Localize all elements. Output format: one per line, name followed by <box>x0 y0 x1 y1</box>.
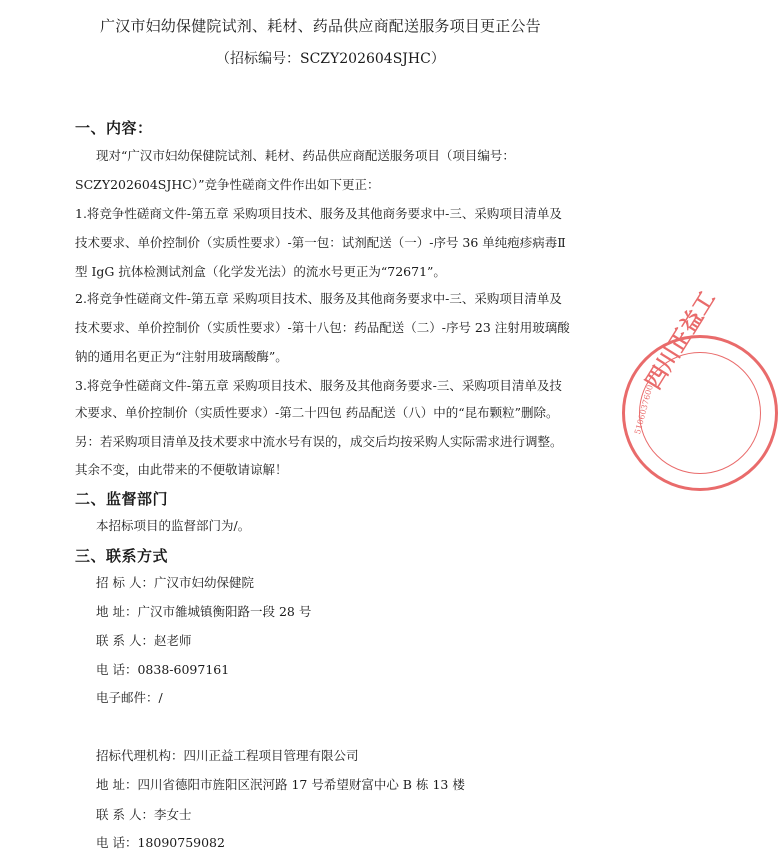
buyer-address-row <box>96 597 311 626</box>
agency-address-value: 四川省德阳市旌阳区泯河路 17 号希望财富中心 B 栋 13 楼 <box>137 777 465 792</box>
buyer-label: 招 标 人： <box>96 575 154 590</box>
seal-text: 四川正益工 <box>640 286 721 394</box>
item1-line2: 技术要求、单价控制价（实质性要求）-第一包：试剂配送（一）-序号 36 单纯疱疹病毒Ⅱ <box>75 235 566 250</box>
supervision-text: 本招标项目的监督部门为/。 <box>96 518 251 533</box>
item2-line1: 2.将竞争性磋商文件-第五章 采购项目技术、服务及其他商务要求中-三、采购项目清单及 <box>75 291 562 306</box>
agency-label: 招标代理机构： <box>96 748 184 763</box>
page-subtitle: （招标编号：SCZY202604SJHC） <box>216 51 445 67</box>
buyer-value: 广汉市妇幼保健院 <box>153 575 254 590</box>
section-contact-heading: 三、联系方式 <box>75 547 169 565</box>
item3-line2: 术要求、单价控制价（实质性要求）-第二十四包 药品配送（八）中的“昆布颗粒”删除。 <box>75 405 559 420</box>
buyer-address-value: 广汉市雒城镇衡阳路一段 28 号 <box>137 604 312 619</box>
email-label: 电子邮件： <box>96 690 159 705</box>
page-title: 广汉市妇幼保健院试剂、耗材、药品供应商配送服务项目更正公告 <box>100 17 541 35</box>
closing-line: 其余不变，由此带来的不便敬请谅解！ <box>75 462 288 477</box>
agency-phone-label: 电 话： <box>96 835 138 850</box>
item1-line3: 型 IgG 抗体检测试剂盒（化学发光法）的流水号更正为“72671”。 <box>75 264 446 279</box>
note-line: 另：若采购项目清单及技术要求中流水号有误的，成交后均按采购人实际需求进行调整。 <box>75 434 563 449</box>
email-value: / <box>158 690 163 705</box>
item3-line1: 3.将竞争性磋商文件-第五章 采购项目技术、服务及其他商务要求-三、采购项目清单及技 <box>75 378 562 393</box>
item1-line1: 1.将竞争性磋商文件-第五章 采购项目技术、服务及其他商务要求中-三、采购项目清单及 <box>75 206 562 221</box>
agency-contact-value: 李女士 <box>153 807 192 822</box>
agency-phone-value: 18090759082 <box>137 835 225 850</box>
email-row <box>96 683 163 712</box>
agency-contact-label: 联 系 人： <box>96 807 154 822</box>
agency-phone-row <box>96 828 225 857</box>
item2-line2: 技术要求、单价控制价（实质性要求）-第十八包：药品配送（二）-序号 23 注射用玻璃酸 <box>75 320 570 335</box>
section-supervision-heading: 二、监督部门 <box>75 490 169 508</box>
agency-address-row <box>96 770 465 799</box>
buyer-phone-value: 0838-6097161 <box>137 662 230 677</box>
intro-line-2: SCZY202604SJHC）”竞争性磋商文件作出如下更正： <box>75 177 380 192</box>
agency-value: 四川正益工程项目管理有限公司 <box>183 748 359 763</box>
seal-number: 5106037600 <box>633 383 655 436</box>
intro-line-1: 现对“广汉市妇幼保健院试剂、耗材、药品供应商配送服务项目（项目编号： <box>96 148 515 163</box>
agency-row <box>96 741 359 770</box>
official-seal <box>622 286 778 491</box>
buyer-contact-value: 赵老师 <box>153 633 192 648</box>
buyer-phone-row <box>96 655 229 684</box>
buyer-phone-label: 电 话： <box>96 662 138 677</box>
buyer-address-label: 地 址： <box>96 604 138 619</box>
buyer-row <box>96 568 254 597</box>
item2-line3: 钠的通用名更正为“注射用玻璃酸酶”。 <box>75 349 288 364</box>
buyer-contact-row <box>96 626 191 655</box>
section-content-heading: 一、内容： <box>75 119 153 137</box>
buyer-contact-label: 联 系 人： <box>96 633 154 648</box>
agency-contact-row <box>96 800 191 829</box>
agency-address-label: 地 址： <box>96 777 138 792</box>
